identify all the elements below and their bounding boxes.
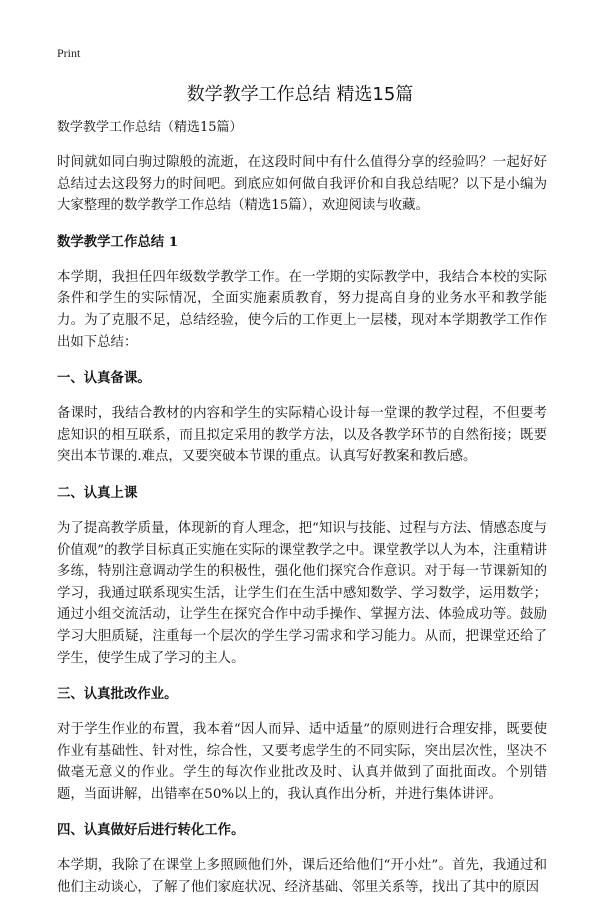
- subheading-grade-homework: 三、认真批改作业。: [57, 686, 178, 703]
- section-heading-1: 数学教学工作总结 1: [57, 233, 179, 250]
- paragraph-prepare-lessons: 备课时，我结合教材的内容和学生的实际精心设计每一堂课的教学过程，不但要考虑知识的相互联系，而且拟定采用的教学方法，以及各教学环节的自然衔接；既要突出本节课的.难点，又要突破本节课的重点。认真写好教案和教后感。: [57, 406, 547, 465]
- subheading-prepare-lessons: 一、认真备课。: [57, 370, 151, 387]
- subheading-help-struggling-students: 四、认真做好后进行转化工作。: [57, 822, 245, 839]
- section1-paragraph: 本学期，我担任四年级数学教学工作。在一学期的实际教学中，我结合本校的实际条件和学生的实际情况，全面实施素质教育，努力提高自身的业务水平和教学能力。为了克服不足，总结经验，使今后的工作更上一层楼，现对本学期教学工作作出如下总结：: [57, 269, 547, 350]
- document-subtitle: 数学教学工作总结（精选15篇）: [57, 120, 243, 135]
- page-title: 数学教学工作总结 精选15篇: [186, 84, 414, 105]
- paragraph-teach-class: 为了提高教学质量，体现新的育人理念，把“知识与技能、过程与方法、情感态度与价值观”的教学目标真正实施在实际的课堂教学之中。课堂教学以人为本，注重精讲多练，特别注意调动学生的积极性，强化他们探究合作意识。对于每一节课新知的学习，我通过联系现实生活，让学生们在生活中感知数学、学习数学，运用数学；通过小组交流活动，让学生在探究合作中动手操作、掌握方法、体验成功等。鼓励学习大胆质疑，注重每一个层次的学生学习需求和学习能力。从而，把课堂还给了学生，使学生成了学习的主人。: [57, 520, 547, 666]
- print-label: Print: [57, 46, 81, 60]
- subheading-teach-class: 二、认真上课: [57, 484, 138, 501]
- paragraph-help-struggling-students: 本学期，我除了在课堂上多照顾他们外，课后还给他们“开小灶”。首先，我通过和他们主动谈心，了解了他们家庭状况、经济基础、邻里关系等，找出了其中的原因: [57, 858, 547, 896]
- document-body: [57, 118, 547, 913]
- intro-paragraph: 时间就如同白驹过隙般的流逝，在这段时间中有什么值得分享的经验吗？一起好好总结过去这段努力的时间吧。到底应如何做自我评价和自我总结呢？以下是小编为大家整理的数学教学工作总结（精选15篇），欢迎阅读与收藏。: [57, 155, 547, 214]
- paragraph-grade-homework: 对于学生作业的布置，我本着“因人而异、适中适量”的原则进行合理安排，既要使作业有基础性、针对性，综合性，又要考虑学生的不同实际，突出层次性，坚决不做毫无意义的作业。学生的每次作业批改及时、认真并做到了面批面改。个别错题，当面讲解，出错率在50%以上的，我认真作出分析，并进行集体讲评。: [57, 722, 547, 802]
